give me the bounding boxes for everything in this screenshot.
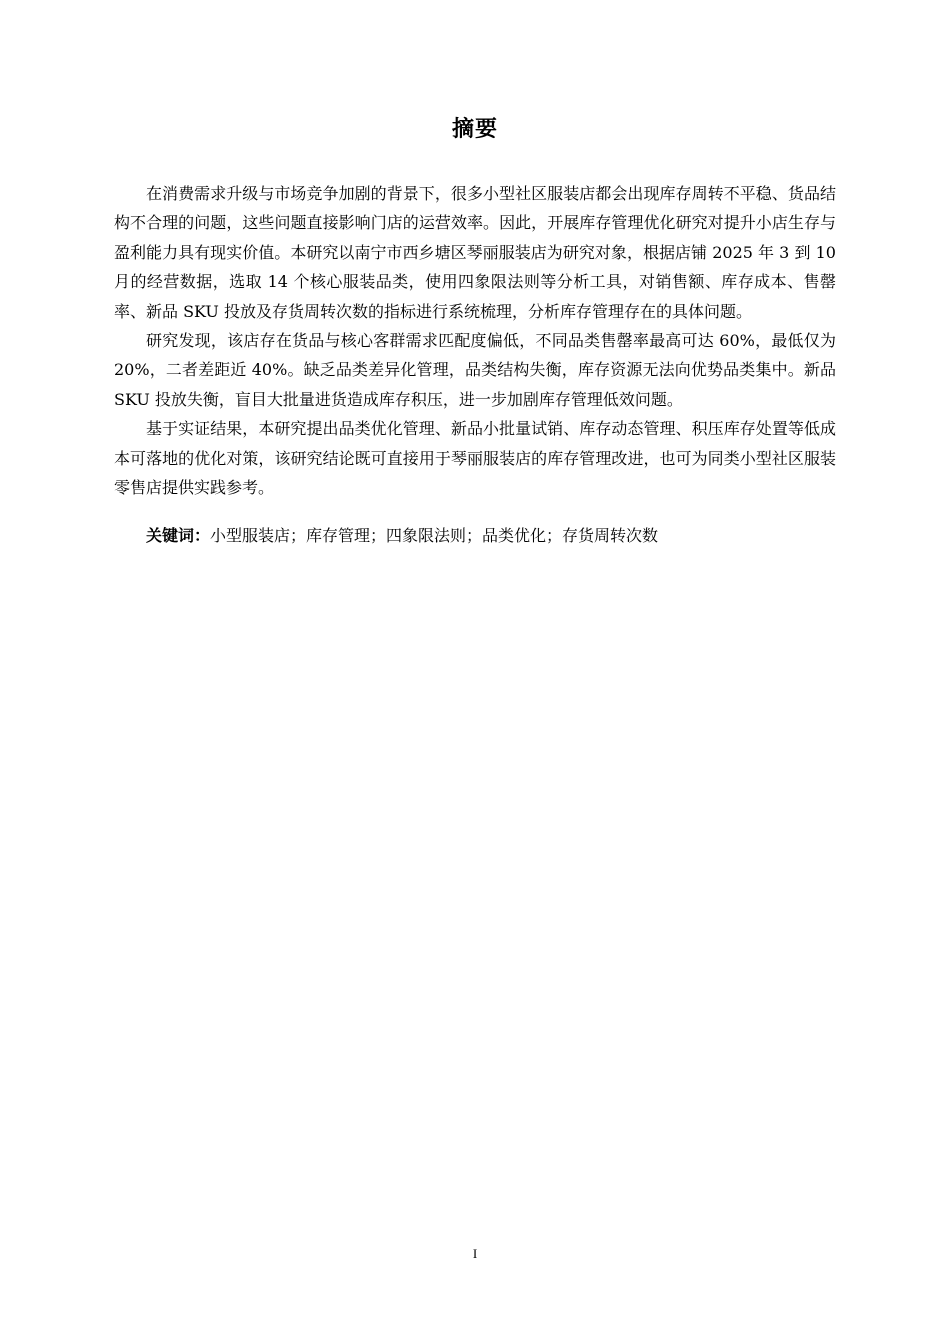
keywords-text: 小型服装店；库存管理；四象限法则；品类优化；存货周转次数 — [210, 526, 659, 546]
abstract-paragraph-3: 基于实证结果，本研究提出品类优化管理、新品小批量试销、库存动态管理、积压库存处置等低成本可落地的优化对策，该研究结论既可直接用于琴丽服装店的库存管理改进，也可为同类小型社区服装零售店提供实践参考。 — [114, 419, 836, 498]
abstract-body — [114, 179, 836, 551]
keywords-label: 关键词： — [146, 526, 211, 546]
abstract-title: 摘要 — [451, 117, 498, 142]
abstract-paragraph-2: 研究发现，该店存在货品与核心客群需求匹配度偏低，不同品类售罄率最高可达 60%，最低仅为 20%，二者差距近 40%。缺乏品类差异化管理，品类结构失衡，库存资源无法向优势品类集中。新品 SKU 投放失衡，盲目大批量进货造成库存积压，进一步加剧库存管理低效问题。 — [114, 331, 836, 409]
abstract-paragraph-1: 在消费需求升级与市场竞争加剧的背景下，很多小型社区服装店都会出现库存周转不平稳、货品结构不合理的问题，这些问题直接影响门店的运营效率。因此，开展库存管理优化研究对提升小店生存与盈利能力具有现实价值。本研究以南宁市西乡塘区琴丽服装店为研究对象，根据店铺 2025 年 3 到 10 月的经营数据，选取 14 个核心服装品类，使用四象限法则等分析工具，对销售额、库存成本、售罄率、新品 SKU 投放及存货周转次数的指标进行系统梳理，分析库存管理存在的具体问题。 — [114, 184, 836, 321]
keywords-line — [114, 521, 836, 550]
page-number: I — [472, 1246, 478, 1261]
